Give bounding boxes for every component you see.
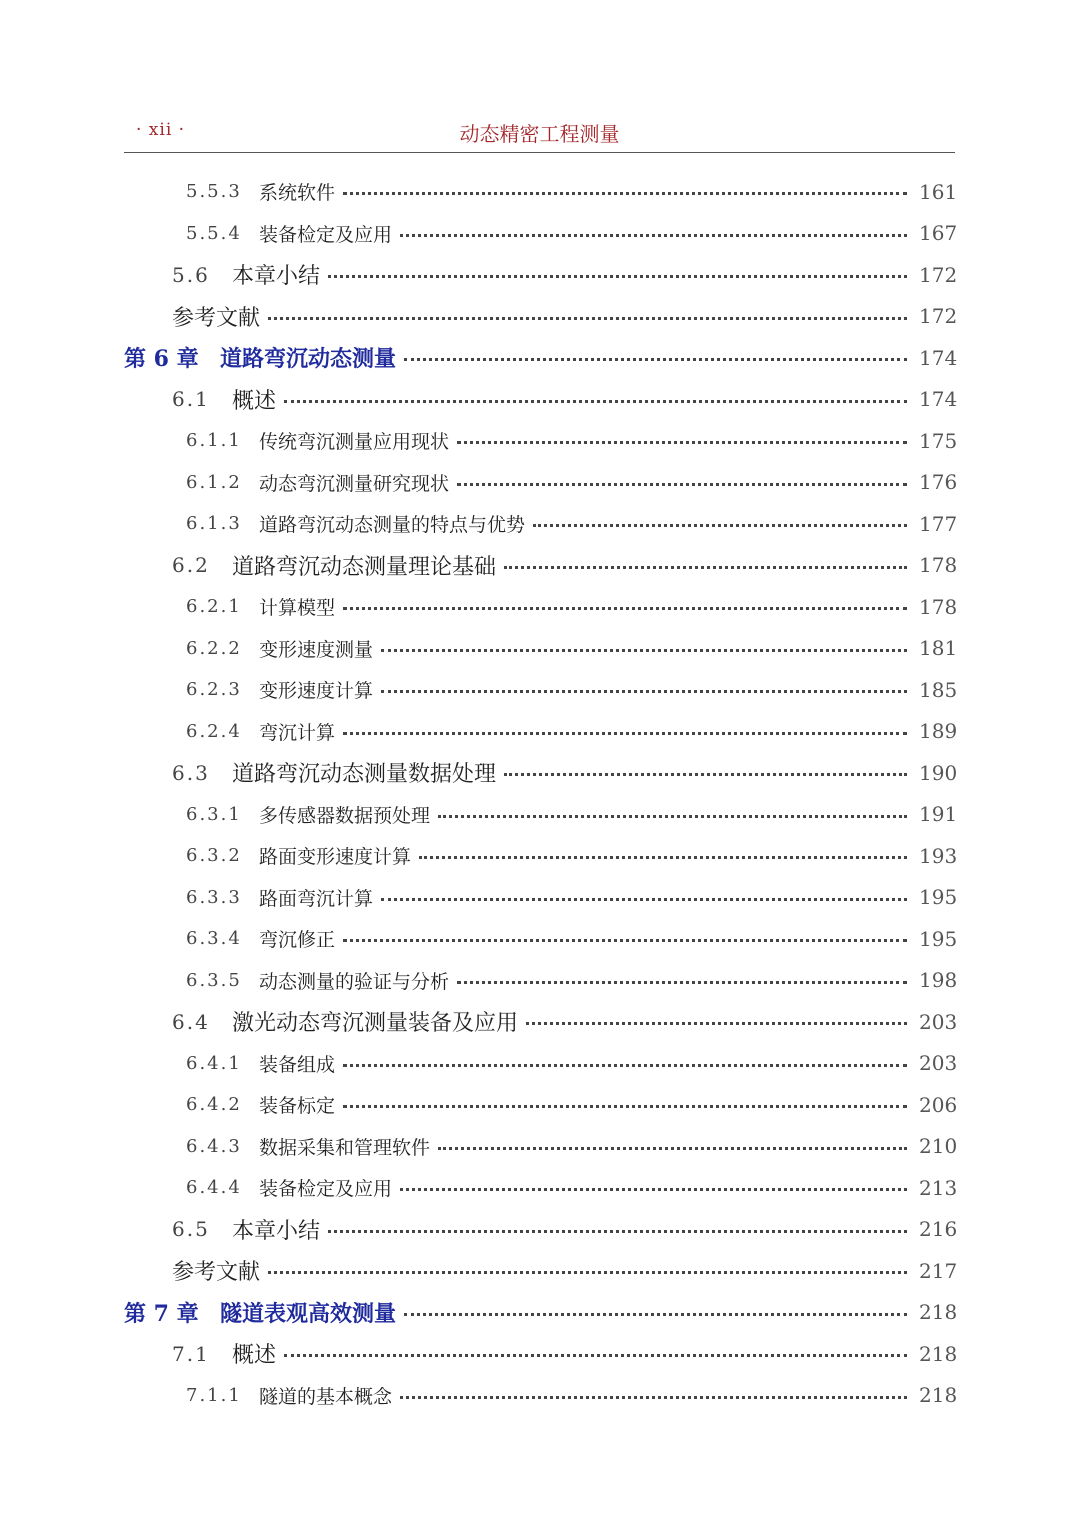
dot-leader [504,773,907,776]
toc-entry-title: 隧道的基本概念 [259,1385,393,1408]
toc-entry-number: 5.5.3 [186,181,242,203]
toc-entry-number: 6.3.5 [186,969,242,991]
dot-leader [438,815,907,818]
toc-entry-number: 第 6 章 [124,346,199,373]
toc-page-number: 189 [919,719,958,744]
dot-leader [328,275,907,278]
toc-entry[interactable] [124,1084,958,1126]
toc-entry-number: 第 7 章 [124,1300,199,1327]
toc-entry[interactable] [124,462,958,504]
toc-page-number: 190 [919,760,958,785]
toc-page-number: 178 [919,553,958,578]
toc-entry-title: 变形速度计算 [259,680,374,703]
toc-entry-title: 变形速度测量 [259,638,374,661]
toc-entry-number: 6.2.4 [186,720,242,742]
toc-entry[interactable] [124,1126,958,1168]
toc-entry-title: 装备检定及应用 [259,223,393,246]
toc-entry-number: 6.3.4 [186,928,242,950]
toc-entry-title: 装备标定 [259,1095,336,1118]
toc-entry[interactable] [124,545,958,587]
toc-entry-title: 弯沉修正 [259,929,336,952]
dot-leader [457,483,907,486]
toc-page-number: 218 [919,1383,958,1408]
toc-entry-number: 5.5.4 [186,222,242,244]
toc-entry[interactable] [124,503,958,545]
toc-entry-number: 6.4 [172,1009,210,1034]
running-header [124,112,955,153]
toc-entry-number: 6.3.2 [186,845,242,867]
dot-leader [284,400,907,403]
toc-entry-title: 道路弯沉动态测量理论基础 [232,554,497,580]
dot-leader [533,524,907,527]
toc-entry-number: 5.6 [172,262,210,287]
dot-leader [381,898,907,901]
toc-entry-title: 隧道表观高效测量 [220,1300,397,1327]
toc-references-entry[interactable] [124,296,958,338]
dot-leader [343,939,907,942]
dot-leader [268,317,907,320]
table-of-contents [124,171,958,1416]
toc-page-number: 174 [919,387,958,412]
toc-entry-title: 概述 [232,388,277,414]
toc-entry-number: 6.5 [172,1217,210,1242]
toc-entry[interactable] [124,918,958,960]
toc-entry[interactable] [124,835,958,877]
toc-entry-title: 动态弯沉测量研究现状 [259,472,450,495]
toc-entry-number: 6.3.3 [186,886,242,908]
toc-page-number: 191 [919,802,958,827]
toc-entry-number: 6.4.4 [186,1177,242,1199]
toc-page-number: 195 [919,885,958,910]
toc-entry-title: 本章小结 [232,264,321,290]
toc-entry[interactable] [124,669,958,711]
toc-entry-number: 6.4.3 [186,1135,242,1157]
toc-entry[interactable] [124,960,958,1002]
toc-page-number: 216 [919,1217,958,1242]
toc-entry[interactable] [124,213,958,255]
dot-leader [381,690,907,693]
toc-entry-title: 概述 [232,1343,277,1369]
toc-page-number: 181 [919,636,958,661]
dot-leader [438,1147,907,1150]
dot-leader [268,1271,907,1274]
toc-entry-title: 本章小结 [232,1218,321,1244]
toc-entry-title: 参考文献 [172,305,261,331]
toc-entry[interactable] [124,586,958,628]
dot-leader [284,1354,907,1357]
toc-entry-number: 7.1.1 [186,1384,242,1406]
dot-leader [343,192,907,195]
toc-page-number: 210 [919,1134,958,1159]
toc-entry-number: 6.2.2 [186,637,242,659]
toc-entry-number: 6.2.1 [186,596,242,618]
toc-entry[interactable] [124,254,958,296]
toc-entry-title: 道路弯沉动态测量 [220,346,397,373]
toc-entry[interactable] [124,420,958,462]
toc-entry-title: 传统弯沉测量应用现状 [259,431,450,454]
toc-page-number: 218 [919,1300,958,1325]
dot-leader [457,981,907,984]
toc-entry-title: 路面弯沉计算 [259,887,374,910]
toc-entry-title: 装备检定及应用 [259,1178,393,1201]
toc-entry[interactable] [124,1333,958,1375]
toc-page-number: 176 [919,470,958,495]
toc-page-number: 174 [919,345,958,370]
toc-entry[interactable] [124,794,958,836]
toc-entry-title: 道路弯沉动态测量的特点与优势 [259,514,526,537]
toc-chapter-entry[interactable] [124,1292,958,1334]
toc-page-number: 195 [919,926,958,951]
toc-references-entry[interactable] [124,1250,958,1292]
dot-leader [400,234,907,237]
toc-page-number: 177 [919,511,958,536]
dot-leader [504,566,907,569]
toc-entry-title: 参考文献 [172,1260,261,1286]
dot-leader [343,732,907,735]
toc-entry-number: 6.3.1 [186,803,242,825]
toc-page-number: 175 [919,428,958,453]
toc-page-number: 178 [919,594,958,619]
toc-page-number: 161 [919,179,958,204]
toc-entry[interactable] [124,1375,958,1417]
toc-page-number: 185 [919,677,958,702]
toc-entry-title: 系统软件 [259,182,336,205]
toc-entry-number: 6.1 [172,387,210,412]
toc-entry[interactable] [124,711,958,753]
toc-entry-title: 弯沉计算 [259,721,336,744]
toc-page-number: 193 [919,843,958,868]
dot-leader [526,1022,907,1025]
toc-entry-number: 6.4.1 [186,1052,242,1074]
toc-entry-title: 动态测量的验证与分析 [259,970,450,993]
dot-leader [457,441,907,444]
toc-chapter-entry[interactable] [124,337,958,379]
dot-leader [404,1313,907,1316]
dot-leader [343,1064,907,1067]
toc-entry[interactable] [124,877,958,919]
dot-leader [343,1105,907,1108]
toc-entry-title: 路面变形速度计算 [259,846,412,869]
dot-leader [400,1188,907,1191]
toc-entry-title: 多传感器数据预处理 [259,804,431,827]
toc-page-number: 172 [919,262,958,287]
toc-entry[interactable] [124,171,958,213]
book-title: 动态精密工程测量 [459,122,620,146]
dot-leader [404,358,907,361]
toc-entry[interactable] [124,1043,958,1085]
dot-leader [343,607,907,610]
dot-leader [419,856,907,859]
toc-entry-title: 道路弯沉动态测量数据处理 [232,762,497,788]
toc-page-number: 203 [919,1009,958,1034]
dot-leader [328,1230,907,1233]
toc-entry-number: 6.1.1 [186,430,242,452]
toc-entry-number: 6.1.3 [186,513,242,535]
toc-entry-number: 6.1.2 [186,471,242,493]
toc-entry[interactable] [124,628,958,670]
toc-entry-title: 激光动态弯沉测量装备及应用 [232,1011,519,1037]
toc-entry[interactable] [124,1209,958,1251]
toc-page-number: 217 [919,1258,958,1283]
page-number: · xii · [136,120,186,140]
toc-entry-number: 7.1 [172,1341,210,1366]
toc-page-number: 172 [919,304,958,329]
toc-entry-number: 6.4.2 [186,1094,242,1116]
toc-page-number: 218 [919,1341,958,1366]
toc-page-number: 167 [919,221,958,246]
toc-page-number: 213 [919,1175,958,1200]
toc-entry[interactable] [124,379,958,421]
toc-page-number: 206 [919,1092,958,1117]
toc-entry-number: 6.2.3 [186,679,242,701]
dot-leader [400,1396,907,1399]
toc-entry-number: 6.3 [172,760,210,785]
toc-entry[interactable] [124,752,958,794]
toc-page-number: 198 [919,968,958,993]
toc-entry-title: 装备组成 [259,1053,336,1076]
toc-entry[interactable] [124,1001,958,1043]
toc-entry-number: 6.2 [172,553,210,578]
toc-page-number: 203 [919,1051,958,1076]
toc-entry-title: 数据采集和管理软件 [259,1136,431,1159]
toc-entry[interactable] [124,1167,958,1209]
toc-entry-title: 计算模型 [259,597,336,620]
dot-leader [381,649,907,652]
